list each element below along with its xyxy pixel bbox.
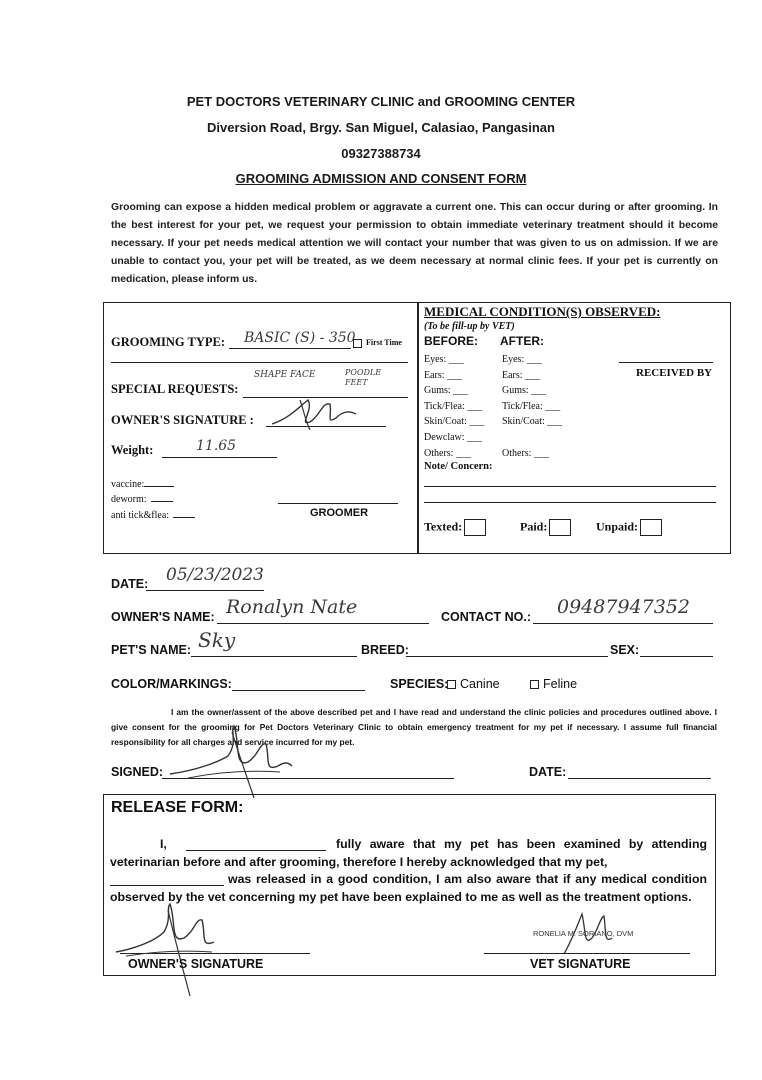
after-row[interactable]: Ears: ___ bbox=[502, 369, 541, 381]
medical-subtitle: (To be fill-up by VET) bbox=[424, 321, 515, 332]
sex-label: SEX: bbox=[610, 643, 640, 657]
vaccine-label: vaccine: bbox=[111, 479, 145, 490]
release-text-1: fully aware that my pet has been examined by attending veterinarian before and after grooming, therefore I hereby acknowledged that my pet, bbox=[110, 837, 707, 869]
before-row[interactable]: Others: ___ bbox=[424, 447, 471, 459]
after-row-label: Gums: bbox=[502, 385, 529, 397]
breed-label: BREED: bbox=[361, 643, 409, 657]
special-requests-label: SPECIAL REQUESTS: bbox=[111, 382, 239, 396]
unpaid-option[interactable] bbox=[596, 519, 662, 536]
canine-label: Canine bbox=[460, 677, 500, 691]
deworm-field[interactable] bbox=[151, 492, 173, 502]
note-line-2[interactable] bbox=[424, 502, 716, 503]
vaccine-row bbox=[111, 477, 174, 490]
before-row[interactable]: Dewclaw: ___ bbox=[424, 431, 483, 443]
after-row-label: Tick/Flea: bbox=[502, 400, 543, 412]
owner-name-label: OWNER'S NAME: bbox=[111, 610, 215, 624]
signed-date-label: DATE: bbox=[529, 765, 567, 779]
deworm-label: deworm: bbox=[111, 494, 147, 505]
box-divider bbox=[417, 303, 419, 553]
vet-name-stamp: RONELIA M. SORIANO, DVM bbox=[533, 929, 634, 938]
after-list bbox=[502, 352, 562, 461]
color-markings-field[interactable] bbox=[232, 677, 365, 691]
weight-value: 11.65 bbox=[196, 438, 237, 454]
after-row[interactable]: Skin/Coat: ___ bbox=[502, 416, 563, 428]
first-time-checkbox[interactable] bbox=[353, 339, 362, 348]
clinic-name: PET DOCTORS VETERINARY CLINIC and GROOMING CENTER bbox=[186, 94, 576, 109]
owner-name-value: Ronalyn Nate bbox=[226, 596, 358, 618]
grooming-type-label: GROOMING TYPE: bbox=[111, 335, 226, 349]
paid-checkbox[interactable] bbox=[549, 519, 571, 536]
before-row-label: Dewclaw: bbox=[424, 431, 465, 443]
owner-signature-2 bbox=[168, 722, 293, 800]
species-label: SPECIES: bbox=[390, 677, 449, 691]
clinic-address: Diversion Road, Brgy. San Miguel, Calasiao, Pangasinan bbox=[207, 120, 555, 135]
antitick-label: anti tick&flea: bbox=[111, 510, 170, 521]
after-row-label: Eyes: bbox=[502, 354, 525, 365]
canine-checkbox[interactable] bbox=[447, 680, 456, 689]
release-text-2: was released in a good condition, I am also aware that if any medical condition observed by the vet concerning my pet have been explained to me as well as the treatment options. bbox=[110, 872, 707, 904]
form-title: GROOMING ADMISSION AND CONSENT FORM bbox=[235, 171, 527, 186]
after-row-label: Skin/Coat: bbox=[502, 416, 545, 428]
release-title: RELEASE FORM: bbox=[111, 799, 244, 816]
groomer-label: GROOMER bbox=[310, 507, 369, 519]
paid-option[interactable] bbox=[520, 519, 571, 536]
before-row[interactable]: Skin/Coat: ___ bbox=[424, 416, 485, 428]
before-label: BEFORE: bbox=[424, 334, 478, 348]
owner-signature-1 bbox=[270, 396, 360, 432]
before-row-label: Gums: bbox=[424, 385, 451, 397]
before-row-label: Skin/Coat: bbox=[424, 416, 467, 428]
feline-option[interactable] bbox=[530, 677, 577, 691]
first-time-option[interactable] bbox=[353, 338, 402, 348]
received-by-line[interactable] bbox=[619, 362, 713, 363]
note-line-1[interactable] bbox=[424, 486, 716, 487]
received-by-label: RECEIVED BY bbox=[636, 367, 713, 379]
medical-title: MEDICAL CONDITION(S) OBSERVED: bbox=[424, 304, 661, 319]
after-row[interactable]: Tick/Flea: ___ bbox=[502, 400, 561, 412]
before-row-label: Eyes: bbox=[424, 354, 447, 365]
signed-date-field[interactable] bbox=[568, 764, 711, 779]
grooming-type-value: BASIC (S) - 350 bbox=[244, 330, 356, 346]
special-request-1: SHAPE FACE bbox=[254, 370, 316, 380]
after-row[interactable]: Others: ___ bbox=[502, 447, 549, 459]
after-row-label: Ears: bbox=[502, 369, 523, 381]
first-time-label: First Time bbox=[366, 338, 402, 347]
weight-label: Weight: bbox=[111, 443, 154, 457]
vet-signature-label: VET SIGNATURE bbox=[530, 957, 631, 971]
owner-signature-3 bbox=[112, 902, 222, 998]
before-row[interactable]: Gums: ___ bbox=[424, 385, 469, 397]
after-row[interactable]: Gums: ___ bbox=[502, 385, 547, 397]
pet-name-value: Sky bbox=[198, 628, 236, 652]
before-row[interactable]: Tick/Flea: ___ bbox=[424, 400, 483, 412]
unpaid-label: Unpaid: bbox=[596, 519, 639, 534]
vaccine-field[interactable] bbox=[144, 477, 174, 487]
before-row[interactable]: Eyes: ___ bbox=[424, 354, 464, 365]
signed-label: SIGNED: bbox=[111, 765, 164, 779]
note-label: Note/ Concern: bbox=[424, 461, 493, 472]
contact-label: CONTACT NO.: bbox=[441, 610, 532, 624]
groomer-signature-line[interactable] bbox=[278, 503, 398, 504]
antitick-row bbox=[111, 508, 195, 521]
feline-label: Feline bbox=[543, 677, 578, 691]
vet-signature-line[interactable] bbox=[484, 953, 690, 954]
paid-label: Paid: bbox=[520, 519, 548, 534]
intro-paragraph: Grooming can expose a hidden medical problem or aggravate a current one. This can occur during or after grooming. In the best interest for your pet, we request your permission to obtain immediate veterinary treatment should it become necessary. If your pet needs medical attention we will contact your number that was given to us on admission. If we are unable to contact you, your pet will be treated, as we deem necessary at normal clinic fees. If your pet is currently on medication, please inform us. bbox=[111, 202, 718, 285]
date-value: 05/23/2023 bbox=[166, 565, 264, 585]
unpaid-checkbox[interactable] bbox=[640, 519, 662, 536]
antitick-field[interactable] bbox=[173, 508, 195, 518]
owner-signature-label: OWNER'S SIGNATURE bbox=[128, 957, 264, 971]
texted-option[interactable] bbox=[424, 519, 486, 536]
special-request-2: POODLE FEET bbox=[345, 368, 382, 387]
after-label: AFTER: bbox=[500, 334, 544, 348]
color-markings-label: COLOR/MARKINGS: bbox=[111, 677, 232, 691]
after-row-label: Others: bbox=[502, 447, 532, 459]
before-row-label: Tick/Flea: bbox=[424, 400, 465, 412]
texted-label: Texted: bbox=[424, 519, 463, 534]
before-list bbox=[424, 352, 484, 461]
after-row-spacer bbox=[502, 430, 562, 446]
breed-field[interactable] bbox=[406, 643, 608, 657]
grooming-type-line2 bbox=[111, 362, 408, 363]
owner-signature-label: OWNER'S SIGNATURE : bbox=[111, 413, 254, 427]
deworm-row bbox=[111, 492, 173, 505]
date-label: DATE: bbox=[111, 577, 149, 591]
before-row-label: Others: bbox=[424, 447, 454, 459]
feline-checkbox[interactable] bbox=[530, 680, 539, 689]
before-row[interactable]: Ears: ___ bbox=[424, 369, 463, 381]
texted-checkbox[interactable] bbox=[464, 519, 486, 536]
before-row-label: Ears: bbox=[424, 369, 445, 381]
consent-paragraph: I am the owner/assent of the above described pet and I have read and understand the clinic policies and procedures outlined above. I give consent for the grooming for Pet Doctors Veterinary Clinic to obtain emergency treatment for my pet if necessary. I assume full financial responsibility for all charges and service incurred for my pet. bbox=[111, 707, 717, 747]
canine-option[interactable] bbox=[447, 677, 500, 691]
release-i: I, bbox=[160, 837, 167, 851]
contact-value: 09487947352 bbox=[557, 596, 690, 618]
after-row[interactable]: Eyes: ___ bbox=[502, 354, 542, 365]
sex-field[interactable] bbox=[640, 643, 713, 657]
clinic-phone: 09327388734 bbox=[341, 146, 421, 161]
pet-name-label: PET'S NAME: bbox=[111, 643, 192, 657]
